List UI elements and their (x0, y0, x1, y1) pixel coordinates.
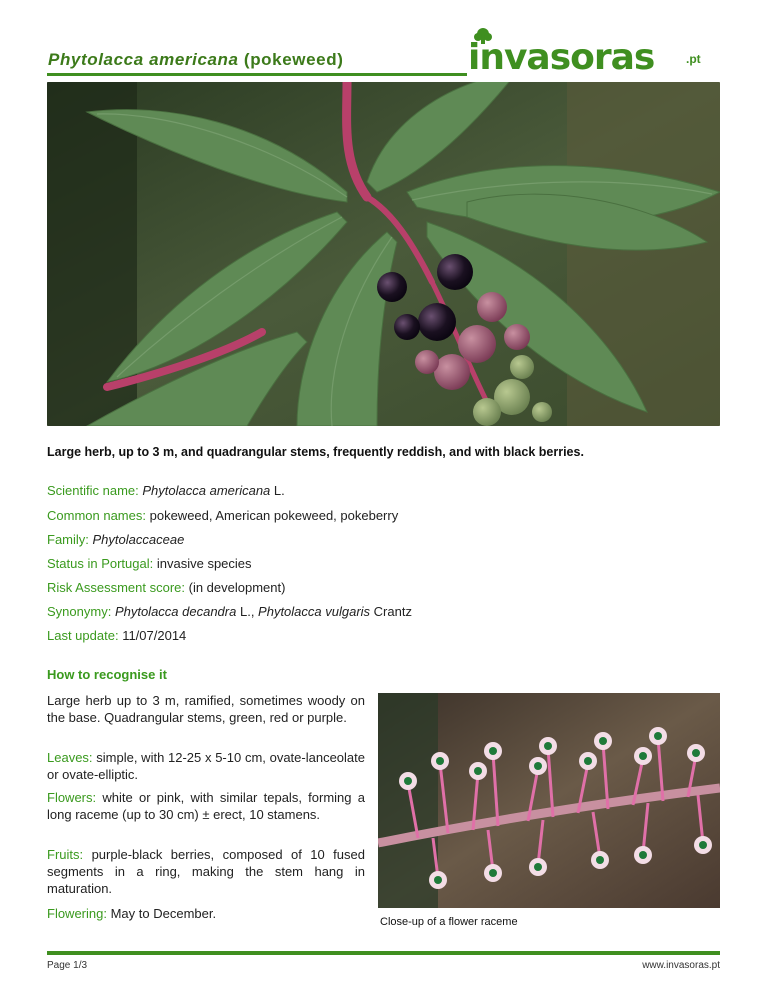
flowering-text: May to December. (110, 906, 217, 921)
recognise-fruits (47, 846, 365, 897)
synonym-sep-1: L., (236, 604, 259, 619)
flowering-label: Flowering: (47, 906, 107, 921)
main-photo-caption: Large herb, up to 3 m, and quadrangular stems, frequently reddish, and with black berries. (47, 445, 584, 459)
pokeweed-photo (47, 82, 720, 426)
leaves-text: simple, with 12-25 x 5-10 cm, ovate-lanceolate or ovate-elliptic. (47, 750, 365, 782)
fact-value-rest: L. (270, 483, 285, 498)
synonym-sep-2: Crantz (370, 604, 412, 619)
fact-value: pokeweed, American pokeweed, pokeberry (149, 508, 399, 523)
fruits-label: Fruits: (47, 847, 84, 862)
logo-suffix: .pt (686, 52, 701, 66)
recognise-flowering (47, 905, 365, 922)
title-species: Phytolacca americana (48, 50, 239, 69)
fact-value: Phytolaccaceae (92, 532, 185, 547)
section-heading-recognise: How to recognise it (47, 667, 167, 682)
fact-label: Common names: (47, 508, 146, 523)
page-number: Page 1/3 (47, 960, 88, 971)
fact-scientific-name (47, 483, 285, 498)
fact-value: Phytolacca americana (142, 483, 271, 498)
fact-family (47, 532, 184, 547)
fact-synonymy (47, 604, 412, 619)
fact-last-update (47, 628, 186, 643)
recognise-leaves (47, 749, 365, 783)
fact-common-names (47, 508, 398, 523)
synonym-1: Phytolacca decandra (114, 604, 237, 619)
fact-value: (in development) (188, 580, 286, 595)
flower-photo-caption: Close-up of a flower raceme (380, 916, 518, 928)
recognise-intro: Large herb up to 3 m, ramified, sometimes woody on the base. Quadrangular stems, green, red or purple. (47, 693, 365, 725)
fact-label: Family: (47, 532, 89, 547)
fact-status (47, 556, 252, 571)
flowers-label: Flowers: (47, 790, 97, 805)
invasoras-logo (468, 26, 718, 80)
fact-risk-assessment (47, 580, 285, 595)
recognise-flowers (47, 789, 365, 823)
synonym-2: Phytolacca vulgaris (258, 604, 371, 619)
fact-label: Last update: (47, 628, 119, 643)
logo-wordmark: invasoras (468, 37, 655, 78)
title-common: (pokeweed) (238, 50, 344, 69)
footer-url[interactable]: www.invasoras.pt (642, 960, 720, 971)
flower-raceme-photo (378, 693, 720, 908)
fact-label: Risk Assessment score: (47, 580, 185, 595)
fruits-text: purple-black berries, composed of 10 fused segments in a ring, making the stem hang in maturation. (47, 847, 365, 896)
page-title (48, 50, 343, 70)
leaves-label: Leaves: (47, 750, 93, 765)
flowers-text: white or pink, with similar tepals, forming a long raceme (up to 30 cm) ± erect, 10 stamens. (47, 790, 365, 822)
fact-label: Scientific name: (47, 483, 139, 498)
fact-value: invasive species (156, 556, 252, 571)
fact-value: 11/07/2014 (122, 628, 187, 643)
fact-label: Status in Portugal: (47, 556, 154, 571)
fact-label: Synonymy: (47, 604, 112, 619)
footer-divider (47, 951, 720, 955)
title-underline (47, 73, 467, 76)
